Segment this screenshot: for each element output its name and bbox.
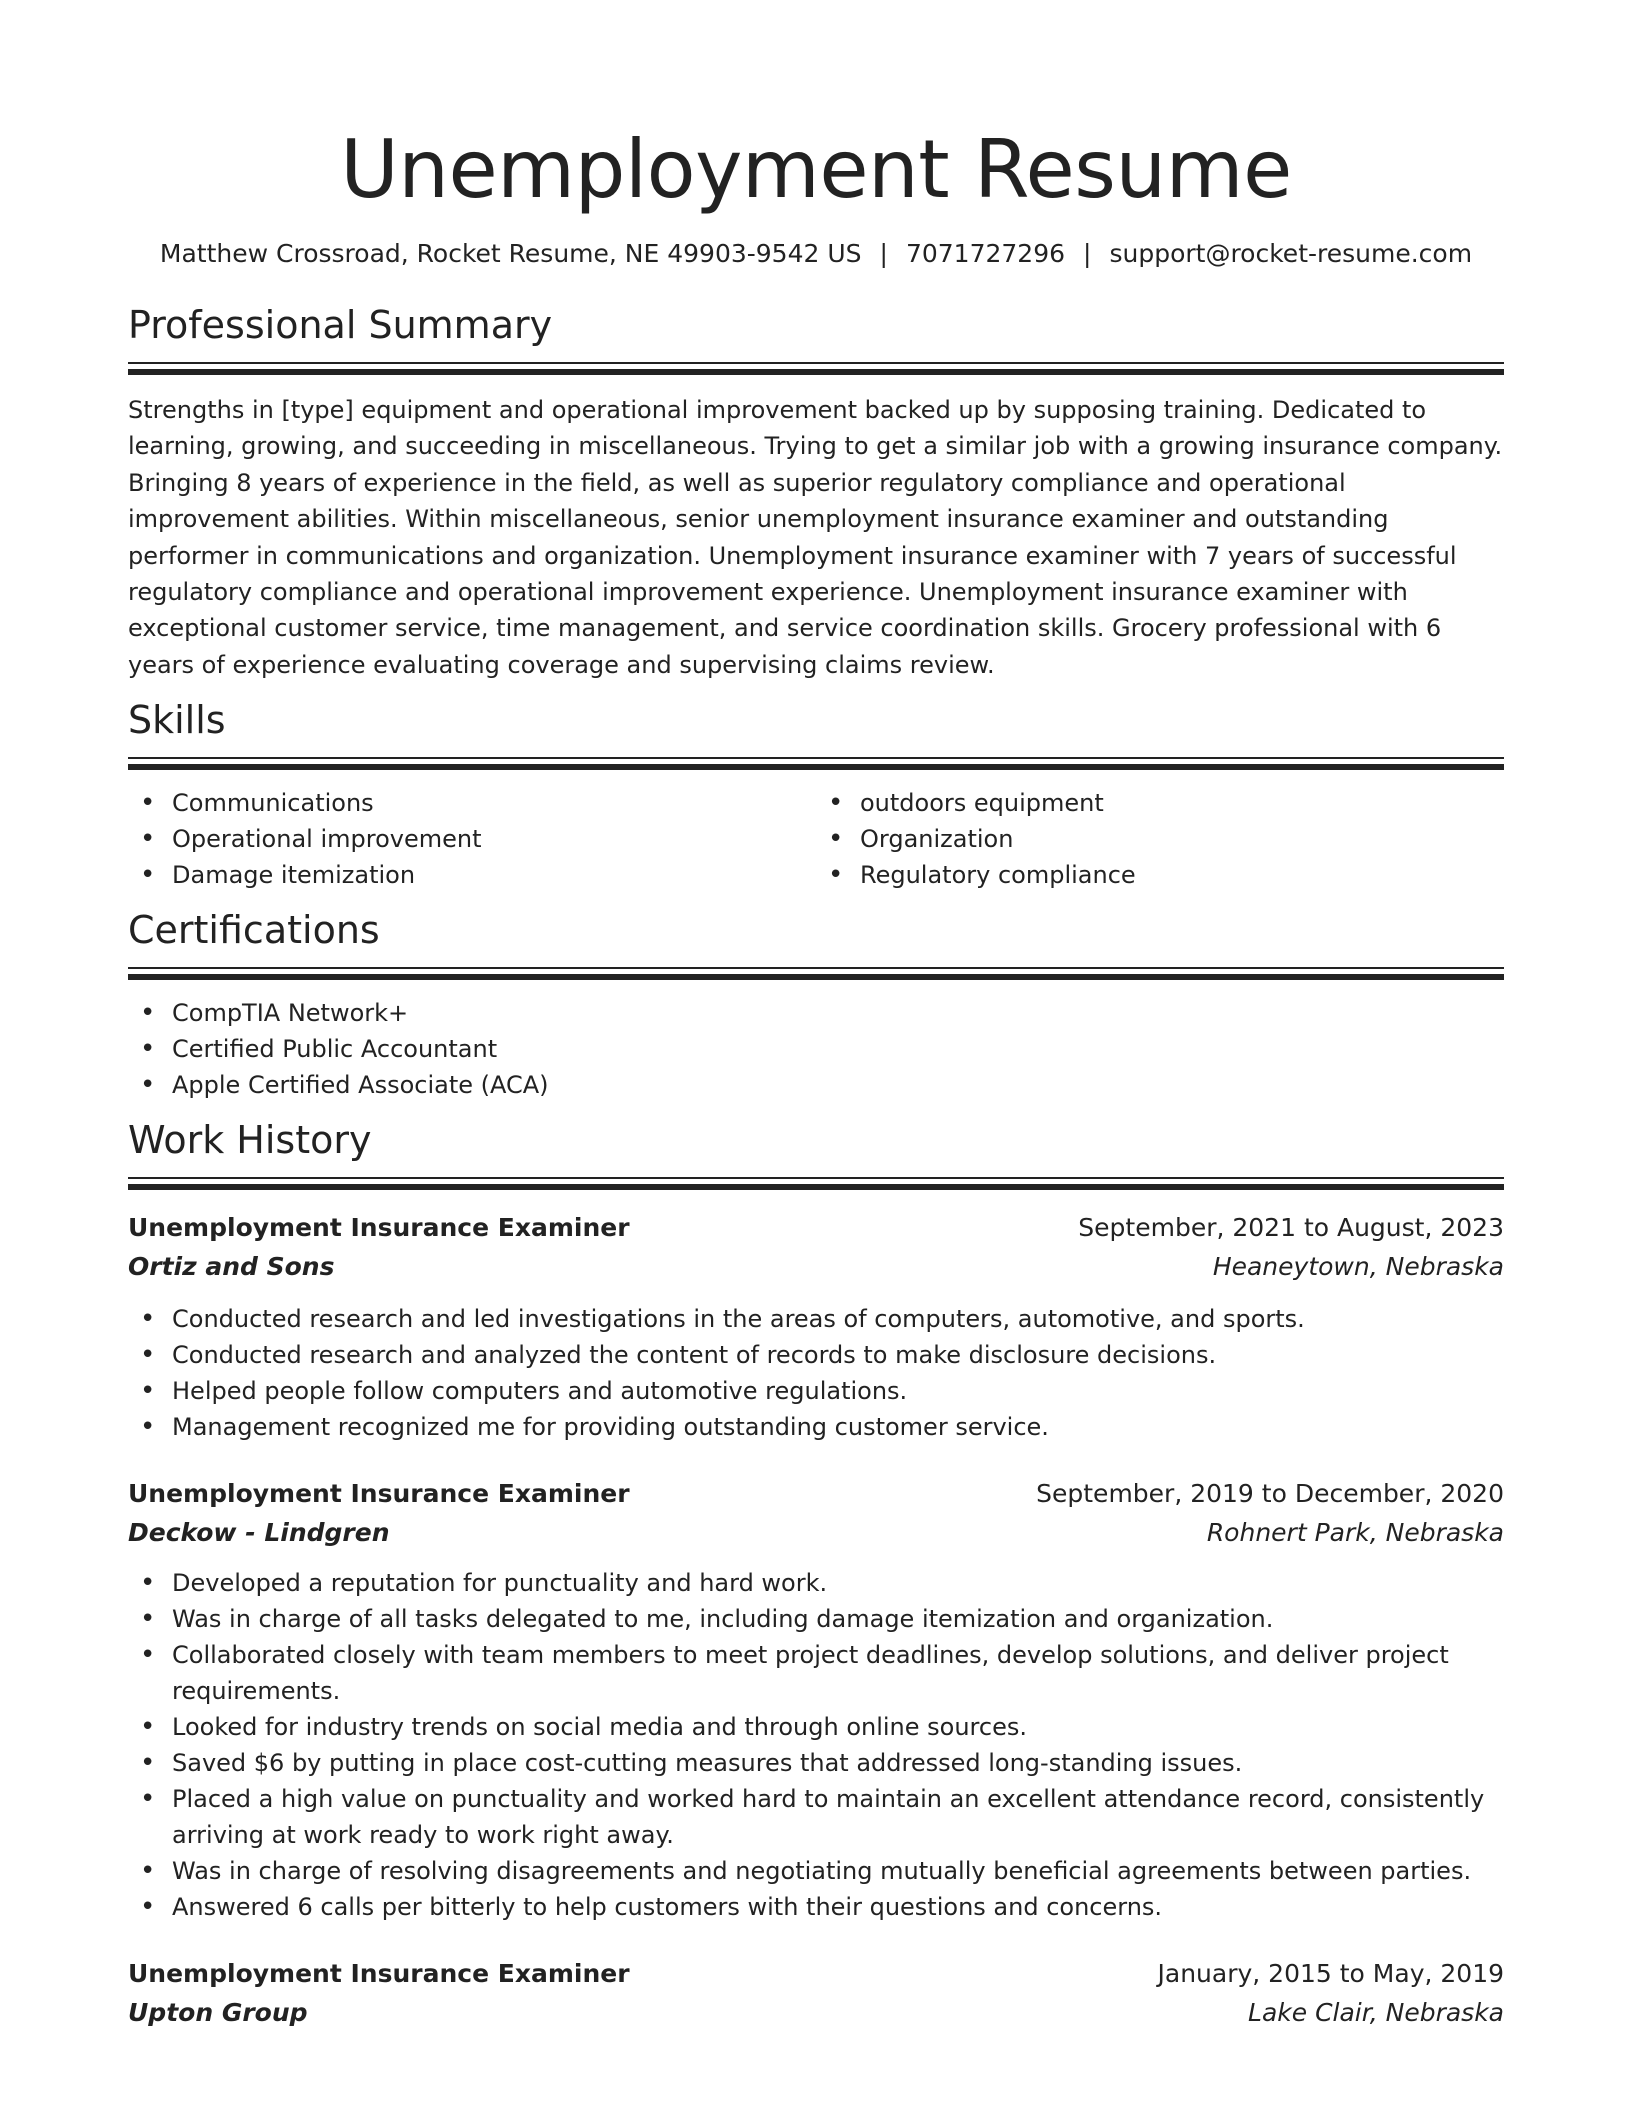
job-bullet: • Answered 6 calls per bitterly to help customers with their questions and concerns. <box>128 1889 1504 1925</box>
section-divider <box>128 757 1504 771</box>
job-bullet: • Management recognized me for providing outstanding customer service. <box>128 1409 1504 1445</box>
skills-heading: Skills <box>128 698 226 743</box>
job-bullets <box>128 1565 1504 1925</box>
contact-line <box>128 236 1504 272</box>
section-divider <box>128 1177 1504 1191</box>
skills-column-right <box>816 785 1504 893</box>
skill-item: • Damage itemization <box>128 857 816 893</box>
job-bullet: • Looked for industry trends on social media and through online sources. <box>128 1709 1504 1745</box>
job-subheader <box>128 1513 1504 1553</box>
section-divider <box>128 362 1504 376</box>
section-divider <box>128 967 1504 981</box>
job-bullet: • Helped people follow computers and automotive regulations. <box>128 1373 1504 1409</box>
skills-column-left <box>128 785 816 893</box>
certification-item: • Apple Certified Associate (ACA) <box>128 1067 1504 1103</box>
skill-item: • Operational improvement <box>128 821 816 857</box>
contact-separator: | <box>879 239 888 268</box>
job-bullet: • Developed a reputation for punctuality and hard work. <box>128 1565 1504 1601</box>
summary-section <box>128 300 1504 683</box>
job-company: Upton Group <box>128 1998 308 2028</box>
job-location: Rohnert Park, Nebraska <box>1206 1518 1504 1548</box>
summary-heading: Professional Summary <box>128 303 553 347</box>
certification-item: • CompTIA Network+ <box>128 995 1504 1031</box>
job-subheader <box>128 1993 1504 2033</box>
skills-list <box>128 785 1504 893</box>
contact-phone: 7071727296 <box>905 239 1066 268</box>
certification-item: • Certified Public Accountant <box>128 1031 1504 1067</box>
job-company: Ortiz and Sons <box>128 1252 335 1282</box>
skill-item: • outdoors equipment <box>816 785 1504 821</box>
skill-item: • Regulatory compliance <box>816 857 1504 893</box>
contact-address: Matthew Crossroad, Rocket Resume, NE 49903-9542 US <box>159 239 862 268</box>
job-header <box>128 1475 1504 1513</box>
certifications-list <box>128 995 1504 1103</box>
job-title: Unemployment Insurance Examiner <box>128 1959 630 1989</box>
summary-text: Strengths in [type] equipment and operational improvement backed up by supposing training. Dedicated to learning, growing, and succeeding in miscellaneous. Trying to get a similar job with a growing insurance company. Bringing 8 years of experience in the field, as well as superior regulatory compliance and operational improvement abilities. Within miscellaneous, senior unemployment insurance examiner and outstanding performer in communications and organization. Unemployment insurance examiner with 7 years of successful regulatory compliance and operational improvement experience. Unemployment insurance examiner with exceptional customer service, time management, and service coordination skills. Grocery professional with 6 years of experience evaluating coverage and supervising claims review. <box>128 396 1503 679</box>
job-bullet: • Conducted research and led investigations in the areas of computers, automotive, and sports. <box>128 1301 1504 1337</box>
skill-item: • Organization <box>816 821 1504 857</box>
certifications-section <box>128 905 1504 1103</box>
work-history-heading: Work History <box>128 1118 372 1163</box>
job-bullet: • Saved $6 by putting in place cost-cutting measures that addressed long-standing issues. <box>128 1745 1504 1781</box>
certifications-heading: Certifications <box>128 908 380 953</box>
job-dates: January, 2015 to May, 2019 <box>1157 1959 1504 1989</box>
job-dates: September, 2021 to August, 2023 <box>1078 1213 1504 1243</box>
work-history-section <box>128 1115 1504 2033</box>
job-entry <box>128 1955 1504 2033</box>
skill-item: • Communications <box>128 785 816 821</box>
job-title: Unemployment Insurance Examiner <box>128 1479 630 1509</box>
job-title: Unemployment Insurance Examiner <box>128 1213 630 1243</box>
contact-email: support@rocket-resume.com <box>1109 239 1473 268</box>
job-header <box>128 1209 1504 1247</box>
job-bullet: • Was in charge of all tasks delegated to me, including damage itemization and organization. <box>128 1601 1504 1637</box>
job-company: Deckow - Lindgren <box>128 1518 390 1548</box>
job-bullet: • Conducted research and analyzed the content of records to make disclosure decisions. <box>128 1337 1504 1373</box>
job-subheader <box>128 1247 1504 1287</box>
job-location: Lake Clair, Nebraska <box>1248 1998 1504 2028</box>
job-bullets <box>128 1301 1504 1445</box>
job-bullet: • Was in charge of resolving disagreements and negotiating mutually beneficial agreements between parties. <box>128 1853 1504 1889</box>
job-bullet: • Placed a high value on punctuality and worked hard to maintain an excellent attendance record, consistently arriving at work ready to work right away. <box>128 1781 1504 1853</box>
job-header <box>128 1955 1504 1993</box>
job-location: Heaneytown, Nebraska <box>1212 1252 1504 1282</box>
job-entry <box>128 1475 1504 1925</box>
job-bullet: • Collaborated closely with team members to meet project deadlines, develop solutions, and deliver project requirements. <box>128 1637 1504 1709</box>
job-dates: September, 2019 to December, 2020 <box>1036 1479 1504 1509</box>
contact-separator: | <box>1083 239 1092 268</box>
skills-section <box>128 695 1504 893</box>
job-entry <box>128 1209 1504 1445</box>
resume-title: Unemployment Resume <box>340 123 1292 216</box>
